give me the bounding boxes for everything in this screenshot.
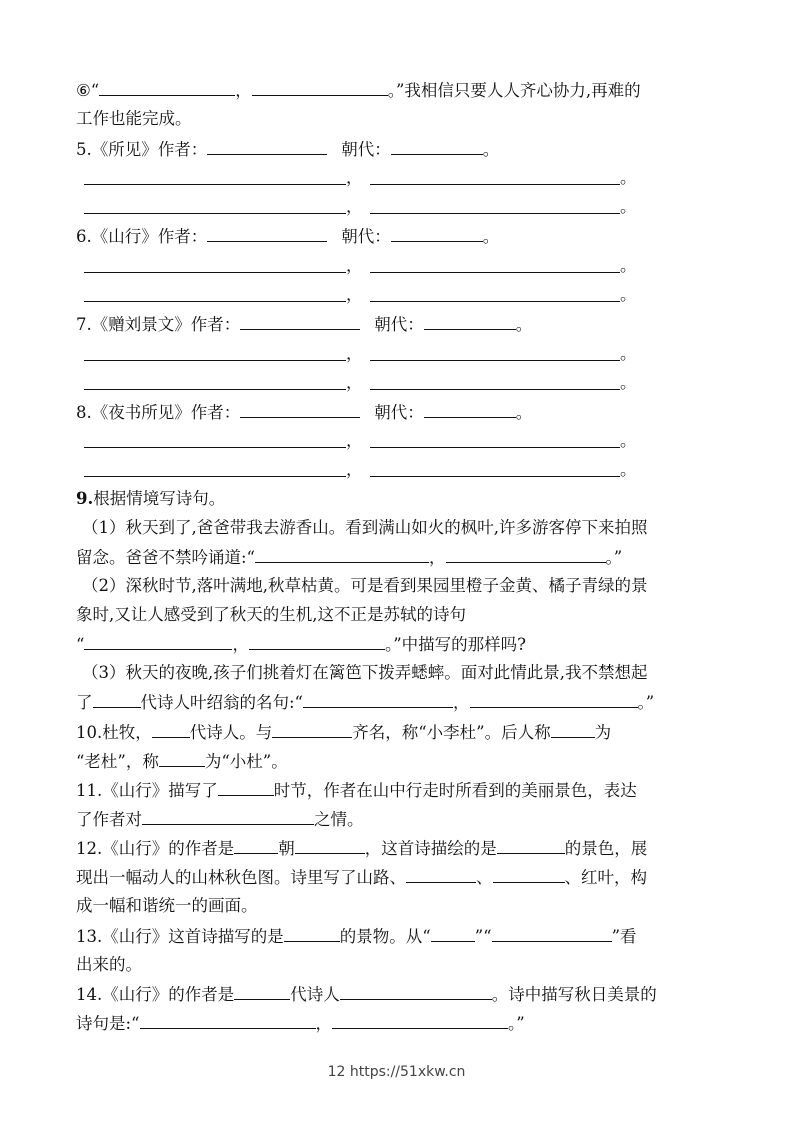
comma: ， [346, 373, 363, 392]
dynasty-blank[interactable] [391, 139, 483, 155]
dynasty-label: 朝代： [374, 315, 424, 334]
dynasty-blank[interactable] [424, 402, 516, 418]
verse-blank[interactable] [370, 447, 620, 448]
answer-blank[interactable] [431, 926, 475, 942]
q9-2-line2: 象时,又让人感受到了秋天的生机,这不正是苏轼的诗句 [76, 605, 466, 624]
q12-line2 [76, 867, 647, 888]
q9-title: 根据情境写诗句。 [93, 489, 226, 508]
text: 的景色，展 [564, 839, 648, 858]
text: 、 [476, 868, 493, 887]
period: 。 [620, 168, 637, 187]
page-footer: 12 https://51xkw.cn [327, 1064, 466, 1080]
verse-blank[interactable] [84, 447, 346, 448]
comma: ， [346, 285, 363, 304]
answer-blank[interactable] [470, 692, 638, 708]
verse-blank[interactable] [370, 184, 620, 185]
period: 。 [515, 403, 533, 422]
period: 。 [620, 431, 637, 450]
poem-5-header [76, 139, 499, 160]
period: 。 [620, 256, 637, 275]
answer-blank[interactable] [255, 547, 429, 563]
q9-1-line1: （1）秋天到了,爸爸带我去游香山。看到满山如火的枫叶,许多游客停下来拍照 [82, 518, 648, 537]
text: 代诗人叶绍翁的名句:“ [140, 693, 303, 712]
text: 时节，作者在山中行走时所看到的美丽景色，表达 [273, 781, 637, 800]
period: 。 [620, 373, 637, 392]
answer-blank[interactable] [99, 80, 235, 96]
answer-blank[interactable] [272, 722, 352, 738]
q11-line1 [76, 780, 637, 801]
text: 朝 [278, 839, 295, 858]
answer-blank[interactable] [152, 722, 190, 738]
poem-title: 6.《山行》作者： [76, 227, 208, 246]
answer-blank[interactable] [446, 547, 606, 563]
verse-blank[interactable] [370, 301, 620, 302]
text: 。” [508, 1014, 525, 1033]
text: 之情。 [314, 810, 364, 829]
comma: ， [346, 256, 363, 275]
q12-line1 [76, 838, 647, 859]
answer-blank[interactable] [551, 722, 595, 738]
poem-7-header [76, 314, 532, 335]
poem-title: 8.《夜书所见》作者： [76, 403, 241, 422]
period: 。 [482, 140, 500, 159]
dynasty-label: 朝代： [341, 140, 391, 159]
text: 。” [605, 548, 623, 567]
text: “老杜”，称 [76, 752, 159, 771]
answer-blank[interactable] [492, 926, 612, 942]
text: 代诗人 [290, 985, 340, 1004]
period: 。 [620, 285, 637, 304]
answer-blank[interactable] [234, 838, 278, 854]
answer-blank[interactable] [234, 984, 290, 1000]
q14-line2 [76, 1013, 525, 1034]
answer-blank[interactable] [84, 634, 232, 650]
text: 。” [637, 693, 655, 712]
text: “ [76, 635, 85, 654]
comma: ， [429, 548, 446, 567]
text: 。”中描写的那样吗? [384, 635, 526, 654]
comma: ， [346, 168, 363, 187]
text: ”看 [611, 927, 637, 946]
q4-6-text: 。”我相信只要人人齐心协力,再难的 [387, 81, 641, 100]
dynasty-blank[interactable] [391, 226, 483, 242]
period: 。 [482, 227, 500, 246]
q9-heading [76, 489, 225, 509]
author-blank[interactable] [240, 402, 360, 418]
comma: ， [346, 344, 363, 363]
q4-6-line1 [76, 80, 641, 101]
text: 了作者对 [76, 810, 142, 829]
text: 、红叶，构 [564, 868, 647, 887]
text: 为“小杜”。 [204, 752, 288, 771]
verse-blank[interactable] [84, 389, 346, 390]
comma: ， [453, 693, 470, 712]
period: 。 [620, 460, 637, 479]
text: 为 [594, 723, 612, 742]
q9-1-line2 [76, 547, 622, 568]
answer-blank[interactable] [295, 838, 365, 854]
verse-blank[interactable] [370, 213, 620, 214]
answer-blank[interactable] [340, 984, 492, 1000]
text: 诗句是:“ [76, 1014, 140, 1033]
verse-blank[interactable] [370, 272, 620, 273]
text: 现出一幅动人的山林秋色图。诗里写了山路、 [76, 868, 406, 887]
answer-blank[interactable] [159, 751, 205, 767]
author-blank[interactable] [207, 226, 327, 242]
answer-blank[interactable] [303, 692, 453, 708]
period: 。 [515, 315, 533, 334]
text: ，这首诗描绘的是 [364, 839, 497, 858]
answer-blank[interactable] [493, 867, 565, 883]
answer-blank[interactable] [93, 692, 141, 708]
poem-6-header [76, 226, 499, 247]
q13-line1 [76, 926, 637, 947]
verse-blank[interactable] [84, 184, 346, 185]
text: ”“ [474, 927, 492, 946]
text: 13.《山行》这首诗描写的是 [76, 927, 284, 946]
answer-blank[interactable] [284, 926, 340, 942]
q11-line2 [76, 809, 364, 830]
q9-2-line1: （2）深秋时节,落叶满地,秋草枯黄。可是看到果园里橙子金黄、橘子青绿的景 [82, 576, 648, 595]
q9-3-line2 [76, 692, 654, 713]
q10-line1 [76, 722, 611, 743]
comma: ， [235, 81, 252, 100]
text: 代诗人。与 [189, 723, 273, 742]
text: 10.杜牧， [76, 723, 152, 742]
answer-blank[interactable] [497, 838, 565, 854]
text: 齐名，称“小李杜”。后人称 [352, 723, 551, 742]
text: 了 [76, 693, 93, 712]
dynasty-label: 朝代： [341, 227, 391, 246]
answer-blank[interactable] [140, 1013, 316, 1029]
q9-number: 9. [76, 489, 94, 508]
verse-blank[interactable] [370, 360, 620, 361]
answer-blank[interactable] [218, 780, 274, 796]
text: 的景物。从“ [339, 927, 431, 946]
answer-blank[interactable] [142, 809, 314, 825]
q14-line1 [76, 984, 657, 1005]
comma: ， [232, 635, 249, 654]
verse-blank[interactable] [84, 272, 346, 273]
dynasty-blank[interactable] [424, 314, 516, 330]
text: 留念。爸爸不禁吟诵道:“ [76, 548, 255, 567]
verse-blank[interactable] [370, 389, 620, 390]
comma: ， [346, 431, 363, 450]
poem-8-header [76, 402, 532, 423]
answer-blank[interactable] [332, 1013, 508, 1029]
q4-6-line2: 工作也能完成。 [76, 109, 192, 128]
verse-blank[interactable] [84, 301, 346, 302]
text: 。诗中描写秋日美景的 [491, 985, 657, 1004]
comma: ， [346, 197, 363, 216]
dynasty-label: 朝代： [374, 403, 424, 422]
comma: ， [346, 460, 363, 479]
answer-blank[interactable] [406, 867, 476, 883]
q4-6-number: ⑥“ [76, 81, 100, 100]
verse-blank[interactable] [370, 476, 620, 477]
verse-blank[interactable] [84, 476, 346, 477]
verse-blank[interactable] [84, 213, 346, 214]
author-blank[interactable] [207, 139, 327, 155]
q12-line3: 成一幅和谐统一的画面。 [76, 896, 258, 915]
answer-blank[interactable] [249, 634, 385, 650]
poem-title: 5.《所见》作者： [76, 140, 208, 159]
answer-blank[interactable] [252, 80, 388, 96]
period: 。 [620, 197, 637, 216]
period: 。 [620, 344, 637, 363]
author-blank[interactable] [240, 314, 360, 330]
q9-2-line3 [76, 634, 526, 655]
text: 14.《山行》的作者是 [76, 985, 235, 1004]
verse-blank[interactable] [84, 360, 346, 361]
q9-3-line1: （3）秋天的夜晚,孩子们挑着灯在篱笆下拨弄蟋蟀。面对此情此景,我不禁想起 [82, 663, 648, 682]
q13-line2: 出来的。 [76, 955, 142, 974]
text: 12.《山行》的作者是 [76, 839, 235, 858]
q10-line2 [76, 751, 288, 772]
text: 11.《山行》描写了 [76, 781, 218, 800]
comma: ， [315, 1014, 332, 1033]
poem-title: 7.《赠刘景文》作者： [76, 315, 241, 334]
